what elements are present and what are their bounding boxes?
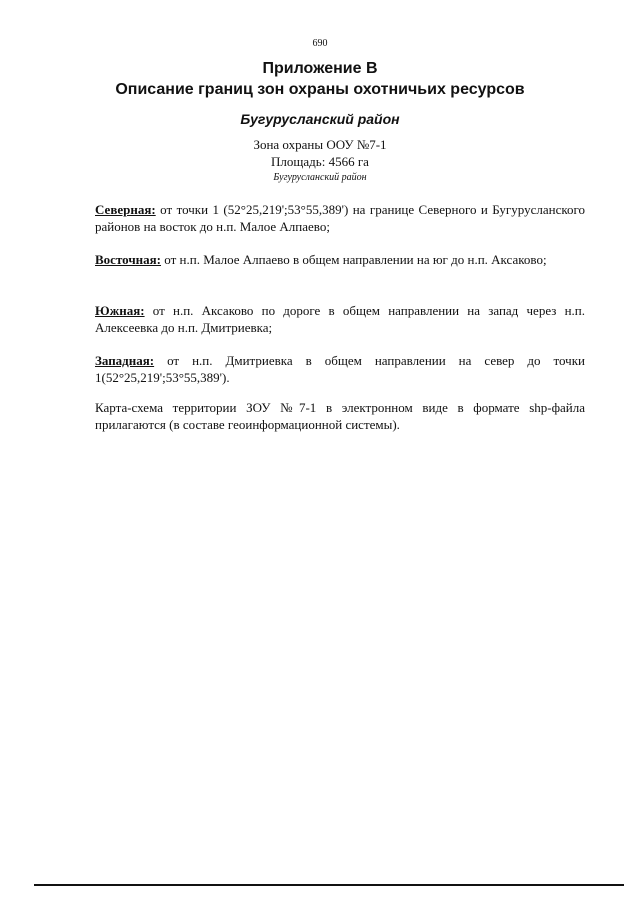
north-border-paragraph: [95, 201, 585, 235]
south-border-label: Южная:: [95, 303, 145, 318]
south-border-text: от н.п. Аксаково по дороге в общем направлении на запад через н.п. Алексеевка до н.п. Дмитриевка;: [95, 303, 585, 335]
zone-area: Площадь: 4566 га: [271, 154, 369, 169]
map-note-paragraph: Карта-схема территории ЗОУ №7-1 в электронном виде в формате shp-файла прилагаются (в составе геоинформационной системы).: [95, 400, 585, 432]
appendix-title: Приложение В: [262, 60, 378, 77]
district-title: Бугурусланский район: [240, 111, 400, 127]
west-border-paragraph: [95, 352, 585, 386]
bottom-rule: [34, 884, 624, 886]
east-border-text: от н.п. Малое Алпаево в общем направлении на юг до н.п. Аксаково;: [161, 252, 547, 267]
north-border-text: от точки 1 (52°25,219';53°55,389') на границе Северного и Бугурусланского районов на восток до н.п. Малое Алпаево;: [95, 202, 585, 234]
zone-district: Бугурусланский район: [273, 172, 367, 183]
north-border-label: Северная:: [95, 202, 156, 217]
zone-name: Зона охраны ООУ №7-1: [253, 137, 387, 152]
east-border-paragraph: [95, 251, 585, 268]
page-number: 690: [312, 38, 328, 49]
west-border-label: Западная:: [95, 353, 155, 368]
south-border-paragraph: [95, 302, 585, 336]
appendix-subtitle: Описание границ зон охраны охотничьих ресурсов: [115, 81, 525, 98]
east-border-label: Восточная:: [95, 252, 162, 267]
west-border-text: от н.п. Дмитриевка в общем направлении на север до точки 1(52°25,219';53°55,389').: [95, 353, 585, 385]
